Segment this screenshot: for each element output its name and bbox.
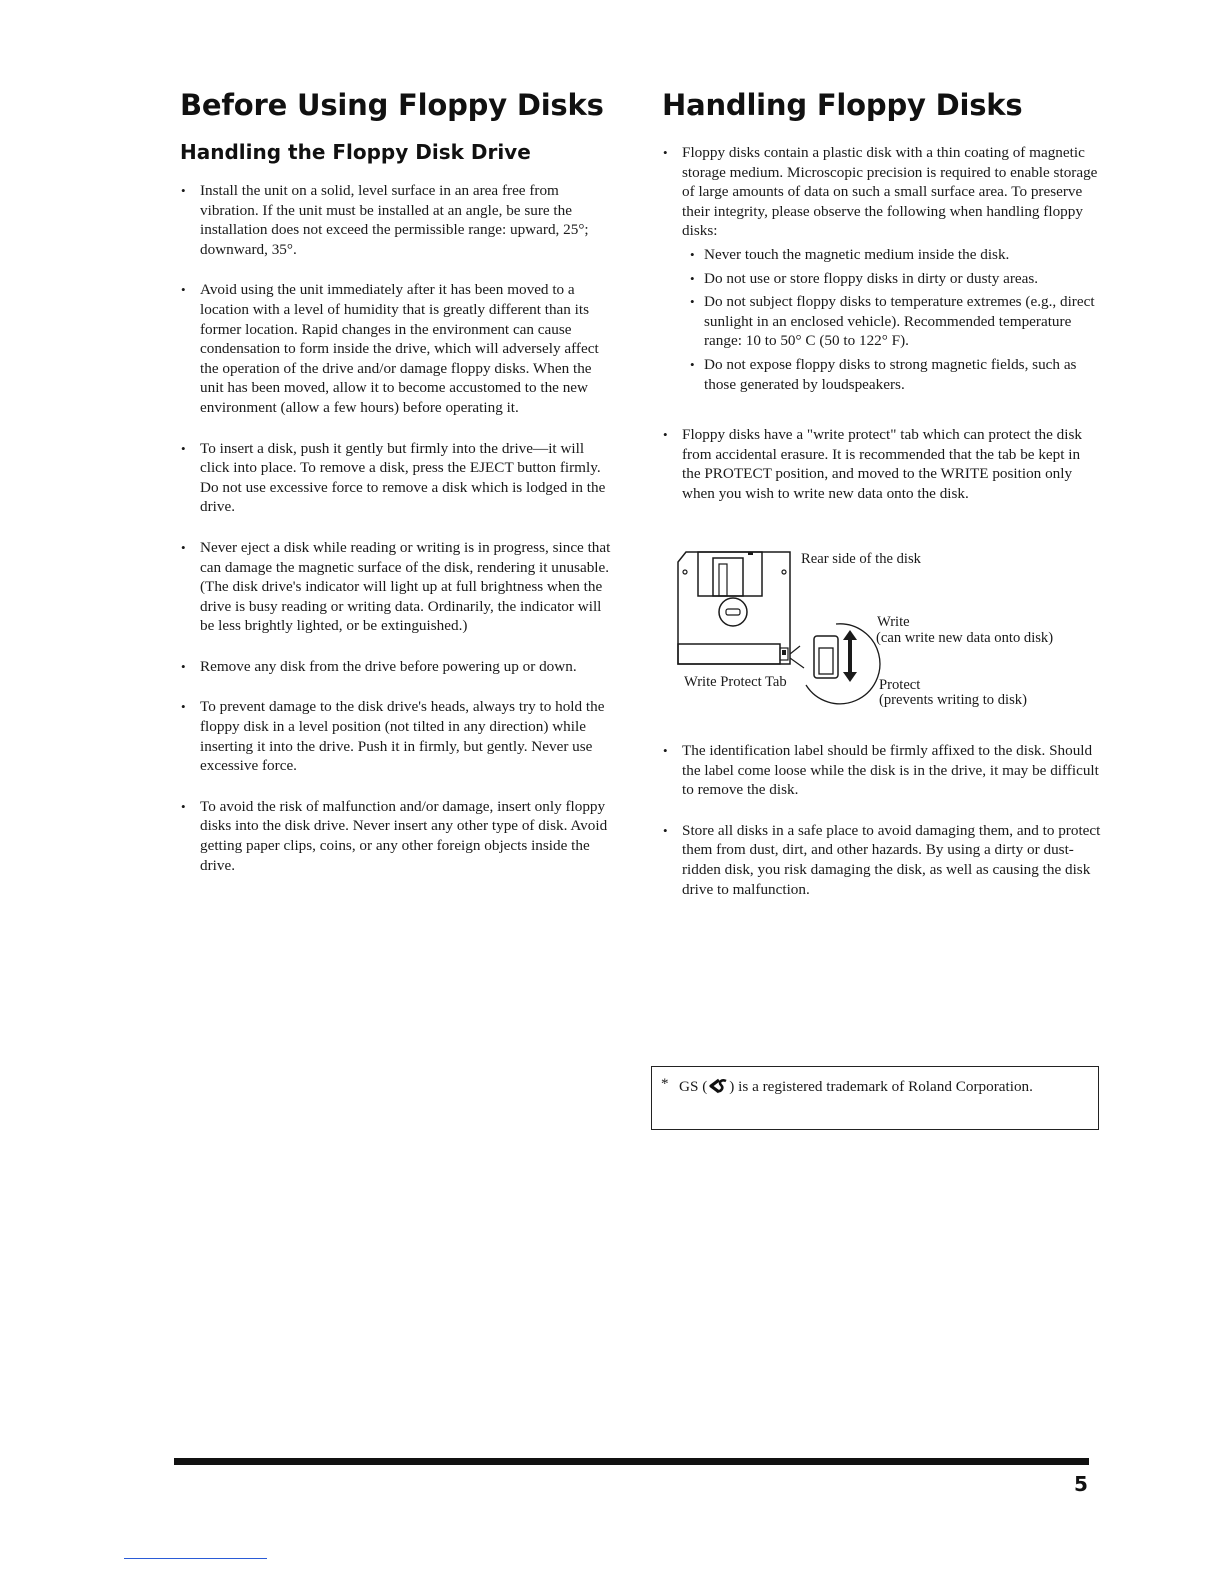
list-item: • To insert a disk, push it gently but firmly into the drive—it will click into place. To remove a disk, press the EJECT button firmly. Do not use excessive force to remove a disk which is lodged in the drive. bbox=[180, 439, 616, 517]
sub-list-item: • Do not subject floppy disks to temperature extremes (e.g., direct sunlight in an enclosed vehicle). Recommended temperature range: 10 to 50° C (50 to 122° F). bbox=[688, 292, 1102, 351]
write-label: Write bbox=[877, 614, 910, 630]
disk-shutter-mark bbox=[748, 552, 753, 555]
protect-label: Protect bbox=[879, 677, 921, 693]
footer-line bbox=[124, 1558, 267, 1559]
bottom-rule bbox=[174, 1458, 1089, 1465]
footnote-asterisk: * bbox=[661, 1076, 669, 1092]
sub-list-item: • Do not expose floppy disks to strong magnetic fields, such as those generated by loudspeakers. bbox=[688, 355, 1102, 394]
list-item: • Avoid using the unit immediately after it has been moved to a location with a level of humidity that is greatly different than its former location. Rapid changes in the environment can cause condensation to form inside the drive, which will adversely affect the operation of the drive and/or damage floppy disks. When the unit has been moved, allow it to become accustomed to the new environment (allow a few hours) before operating it. bbox=[180, 280, 616, 417]
trademark-text-after: ) is a registered trademark of Roland Corporation. bbox=[729, 1078, 1033, 1095]
list-item-text: Floppy disks contain a plastic disk with a thin coating of magnetic storage medium. Microscopic precision is required to enable storage of large amounts of data on such a small surface area. To preserve their integrity, please observe the following when handling floppy disks: bbox=[682, 144, 1098, 240]
sub-bullet-list bbox=[682, 245, 1102, 394]
section-heading-handling-disks: Handling Floppy Disks bbox=[662, 88, 1023, 122]
list-item bbox=[662, 143, 1102, 394]
protect-description: (prevents writing to disk) bbox=[879, 692, 1027, 708]
rear-side-label: Rear side of the disk bbox=[801, 551, 921, 567]
disk-bullet-list-protect bbox=[662, 425, 1102, 524]
sub-list-item: • Do not use or store floppy disks in dirty or dusty areas. bbox=[688, 269, 1102, 289]
disk-hole-right bbox=[782, 570, 786, 574]
list-item: • Store all disks in a safe place to avoid damaging them, and to protect them from dust, dirt, and other hazards. By using a dirty or dust-ridden disk, you risk damaging the disk, as well as causing the disk drive to malfunction. bbox=[662, 821, 1102, 899]
page-number: 5 bbox=[1074, 1472, 1088, 1496]
write-description: (can write new data onto disk) bbox=[876, 630, 1054, 646]
list-item: • To prevent damage to the disk drive's heads, always try to hold the floppy disk in a level position (not tilted in any direction) while inserting it into the drive. Push it in firmly, but gently. Never use excessive force. bbox=[180, 697, 616, 775]
trademark-note-box bbox=[651, 1066, 1099, 1130]
disk-hub bbox=[719, 598, 747, 626]
write-protect-tab-label: Write Protect Tab bbox=[684, 674, 787, 690]
section-heading-before-using: Before Using Floppy Disks bbox=[180, 88, 604, 122]
disk-hole-left bbox=[683, 570, 687, 574]
disk-shutter-window bbox=[713, 558, 743, 596]
drive-bullet-list bbox=[180, 181, 616, 896]
sub-list-item: • Never touch the magnetic medium inside the disk. bbox=[688, 245, 1102, 265]
trademark-note bbox=[679, 1075, 1079, 1102]
disk-shutter-notch bbox=[719, 564, 727, 596]
list-item: • To avoid the risk of malfunction and/or damage, insert only floppy disks into the disk drive. Never insert any other type of disk. Avoid getting paper clips, coins, or any other foreign objects inside the drive. bbox=[180, 797, 616, 875]
list-item: • The identification label should be firmly affixed to the disk. Should the label come loose while the disk is in the drive, it may be difficult to remove the disk. bbox=[662, 741, 1102, 800]
subheading-handling-drive: Handling the Floppy Disk Drive bbox=[180, 140, 531, 164]
disk-outline bbox=[678, 552, 790, 664]
floppy-disk-diagram bbox=[676, 548, 1116, 718]
disk-hub-center bbox=[726, 609, 740, 615]
list-item: • Never eject a disk while reading or writing is in progress, since that can damage the magnetic surface of the disk, rendering it unusable. (The disk drive's indicator will light up at full brightness when the drive is busy reading or writing data. Ordinarily, the indicator will be less brightly lighted, or be extinguished.) bbox=[180, 538, 616, 636]
gs-logo-icon bbox=[707, 1078, 729, 1102]
list-item: • Floppy disks have a "write protect" tab which can protect the disk from accidental erasure. It is recommended that the tab be kept in the PROTECT position, and moved to the WRITE position only when you wish to write new data onto the disk. bbox=[662, 425, 1102, 503]
write-protect-tab-large bbox=[814, 636, 838, 678]
trademark-text-before: GS ( bbox=[679, 1078, 708, 1095]
disk-bullet-list-top bbox=[662, 143, 1102, 415]
disk-bullet-list-bottom bbox=[662, 741, 1102, 920]
list-item: • Remove any disk from the drive before powering up or down. bbox=[180, 657, 616, 677]
disk-label-area bbox=[678, 644, 780, 664]
list-item: • Install the unit on a solid, level surface in an area free from vibration. If the unit must be installed at an angle, be sure the installation does not exceed the permissible range: upward, 25°; downward, 35°. bbox=[180, 181, 616, 259]
